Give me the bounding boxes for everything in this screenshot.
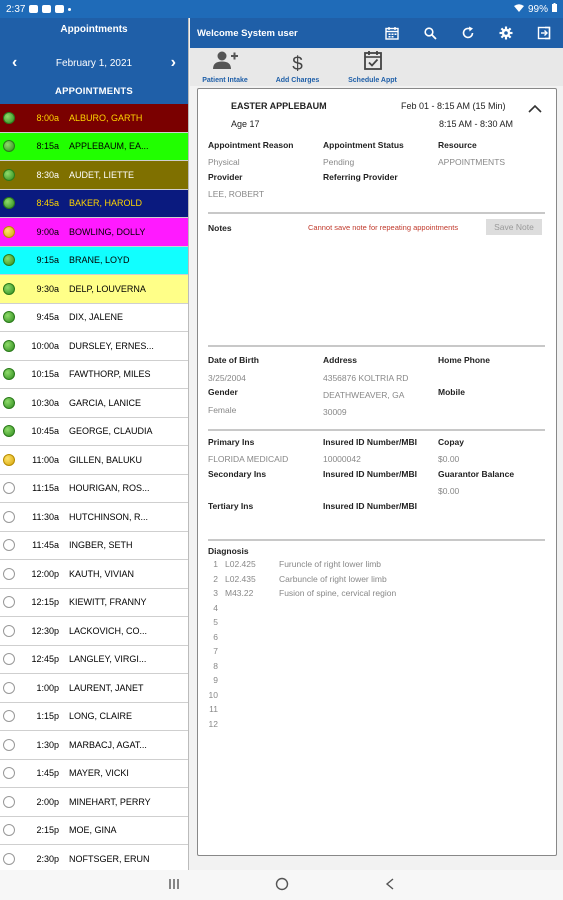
appointment-slot[interactable] [0,247,188,276]
refresh-icon[interactable] [449,18,487,48]
slot-patient-name: INGBER, SETH [69,540,133,551]
slot-time: 8:00a [36,112,59,123]
appointment-slot[interactable] [0,161,188,190]
diagnosis-row [208,719,279,729]
slot-patient-name: LAURENT, JANET [69,682,144,693]
status-none-icon [3,511,15,523]
dollar-icon: $ [292,54,303,75]
slot-patient-name: HOURIGAN, ROS... [69,483,150,494]
status-none-icon [3,853,15,865]
appointment-reason-value: Physical [208,157,240,167]
slot-patient-name: NOFTSGER, ERUN [69,853,150,864]
primary-ins-value: FLORIDA MEDICAID [208,454,289,464]
diagnosis-row [208,617,279,627]
notes-error-message: Cannot save note for repeating appointments [308,223,459,232]
slot-time: 12:00p [31,568,59,579]
status-done-icon [3,112,15,124]
diagnosis-code [225,690,279,700]
status-done-icon [3,197,15,209]
appointment-slot[interactable] [0,503,188,532]
status-time: 2:37 [6,3,26,15]
schedule-appt-button[interactable] [335,48,410,86]
diagnosis-number: 8 [213,660,218,671]
status-none-icon [3,710,15,722]
status-done-icon [3,169,15,181]
system-nav-bar [0,870,563,900]
slot-time: 9:30a [36,283,59,294]
diagnosis-row [208,646,279,656]
appointment-slot[interactable] [0,731,188,760]
status-done-icon [3,254,15,266]
slot-time: 1:15p [36,711,59,722]
patient-name: EASTER APPLEBAUM [231,101,327,111]
copay-label: Copay [438,437,464,447]
diagnosis-row [208,675,279,685]
status-none-icon [3,796,15,808]
slot-patient-name: GEORGE, CLAUDIA [69,426,153,437]
status-none-icon [3,596,15,608]
diagnosis-code: L02.435 [225,573,256,584]
status-none-icon [3,682,15,694]
provider-value: LEE, ROBERT [208,189,265,199]
diagnosis-code: M43.22 [225,588,254,598]
calendar-icon[interactable] [373,18,411,48]
insured-id-label-1: Insured ID Number/MBI [323,437,417,447]
slot-patient-name: HUTCHINSON, R... [69,511,149,522]
slot-patient-name: KIEWITT, FRANNY [69,597,147,608]
status-done-icon [3,368,15,380]
appointment-slot[interactable] [0,275,188,304]
more-notifications-icon [68,8,71,11]
slot-patient-name: DELP, LOUVERNA [69,283,146,294]
slot-time: 9:15a [36,255,59,266]
slot-patient-name: DURSLEY, ERNES... [69,340,154,351]
slot-time: 12:30p [31,625,59,636]
gender-value: Female [208,405,237,415]
slot-time: 8:15a [36,141,59,152]
prev-day-icon[interactable]: ‹ [12,54,18,71]
appointment-slot[interactable] [0,674,188,703]
appointment-slot[interactable] [0,646,188,675]
diagnosis-row [208,704,279,714]
slot-time: 11:00a [32,454,59,465]
next-day-icon[interactable]: › [170,54,176,71]
diagnosis-code [225,704,279,714]
appointment-slot[interactable] [0,560,188,589]
sidebar-header [0,18,188,104]
slot-patient-name: MINEHART, PERRY [69,796,151,807]
diagnosis-code [225,675,279,685]
battery-icon [552,3,557,15]
slot-time: 10:45a [31,426,59,437]
sidebar-subtitle: APPOINTMENTS [55,86,133,97]
appointment-slot[interactable] [0,703,188,732]
photo-icon [55,5,64,13]
appointment-slot[interactable] [0,817,188,846]
diagnosis-number: 1 [213,559,218,569]
diagnosis-row [208,559,381,569]
status-none-icon [3,824,15,836]
appointment-slot[interactable] [0,845,188,870]
recent-apps-icon[interactable] [168,877,180,893]
insured-id-label-3: Insured ID Number/MBI [323,501,417,511]
diagnosis-number: 2 [213,573,218,584]
address-line1: 4356876 KOLTRIA RD [323,373,409,383]
divider [208,212,545,214]
slot-time: 1:00p [36,682,59,693]
slot-time: 9:45a [36,312,59,323]
slot-time: 12:45p [31,654,59,665]
diagnosis-number: 4 [213,602,218,613]
referring-provider-label: Referring Provider [323,172,398,182]
slot-patient-name: BAKER, HAROLD [69,198,143,209]
diagnosis-code [225,719,279,729]
slot-time: 11:30a [32,511,59,522]
appointment-datetime: Feb 01 - 8:15 AM (15 Min) [401,101,506,111]
appointment-reason-label: Appointment Reason [208,140,294,150]
guarantor-balance-label: Guarantor Balance [438,469,515,479]
slot-time: 1:30p [36,739,59,750]
appointment-status-label: Appointment Status [323,140,404,150]
address-label: Address [323,355,358,365]
status-done-icon [3,283,15,295]
status-done-icon [3,140,15,152]
diagnosis-description: Carbuncle of right lower limb [279,573,387,584]
primary-ins-label: Primary Ins [208,437,255,447]
slot-patient-name: MOE, GINA [69,825,117,836]
add-charges-label: Add Charges [275,77,320,84]
status-wait-icon [3,226,15,238]
logout-icon[interactable] [525,18,563,48]
appointment-slot[interactable] [0,475,188,504]
diagnosis-description: Furuncle of right lower limb [279,559,382,569]
diagnosis-code [225,617,279,627]
diagnosis-number: 7 [213,646,218,656]
divider [208,345,545,347]
diagnosis-code [225,632,279,642]
status-none-icon [3,767,15,779]
appointments-sidebar [0,18,189,870]
address-line3: 30009 [323,407,347,417]
collapse-chevron-icon[interactable] [528,101,542,117]
diagnosis-row [208,661,279,671]
battery-level: 99% [527,3,548,15]
diagnosis-label: Diagnosis [208,546,249,556]
slot-patient-name: APPLEBAUM, EA... [69,141,149,152]
slot-time: 2:00p [36,796,59,807]
resource-label: Resource [438,140,477,150]
add-person-icon [211,50,239,75]
slot-time: 11:45a [32,540,59,551]
appointment-slot[interactable] [0,304,188,333]
slot-time: 10:00a [31,340,59,351]
divider [208,539,545,541]
diagnosis-number: 10 [208,689,218,700]
status-none-icon [3,539,15,551]
diagnosis-code: L02.425 [225,559,256,569]
diagnosis-row [208,588,396,598]
insured-id-label-2: Insured ID Number/MBI [323,469,417,479]
slot-patient-name: AUDET, LIETTE [69,169,135,180]
top-bar [190,18,563,48]
appointment-slot[interactable] [0,760,188,789]
appointment-slot[interactable] [0,788,188,817]
slot-time: 1:45p [36,768,59,779]
wifi-icon [514,4,524,15]
status-none-icon [3,625,15,637]
mobile-label: Mobile [438,387,465,397]
diagnosis-number: 3 [213,588,218,598]
slot-patient-name: MARBACJ, AGAT... [69,739,147,750]
status-done-icon [3,340,15,352]
slot-patient-name: LANGLEY, VIRGI... [69,654,147,665]
slot-patient-name: LACKOVICH, CO... [69,625,148,636]
patient-age: Age 17 [231,119,260,129]
appointment-status-value: Pending [323,157,355,167]
date-navigator [0,54,188,72]
slot-patient-name: BRANE, LOYD [69,255,130,266]
diagnosis-number: 6 [213,631,218,642]
appointment-list [0,104,188,870]
appointment-slot[interactable] [0,332,188,361]
slot-patient-name: LONG, CLAIRE [69,711,133,722]
diagnosis-description: Fusion of spine, cervical region [279,588,397,598]
slot-time: 9:00a [36,226,59,237]
status-done-icon [3,311,15,323]
current-date: February 1, 2021 [55,57,133,69]
slot-time: 8:30a [36,169,59,180]
status-wait-icon [3,454,15,466]
status-bar [0,0,563,18]
divider [208,429,545,431]
appointment-slot[interactable] [0,104,188,133]
appointment-slot[interactable] [0,361,188,390]
slot-patient-name: FAWTHORP, MILES [69,369,151,380]
diagnosis-row [208,690,279,700]
diagnosis-number: 12 [208,718,218,729]
diagnosis-code [225,646,279,656]
patient-intake-label: Patient Intake [202,77,248,84]
slot-time: 8:45a [36,198,59,209]
save-note-button[interactable]: Save Note [486,219,542,235]
appointment-slot[interactable] [0,418,188,447]
cloud-icon [42,5,51,13]
sidebar-title: Appointments [60,24,128,35]
diagnosis-code [225,661,279,671]
slot-patient-name: DIX, JALENE [69,312,124,323]
home-icon[interactable] [275,877,289,894]
patient-intake-button[interactable] [190,48,260,86]
resource-value: APPOINTMENTS [438,157,506,167]
address-line2: DEATHWEAVER, GA [323,390,405,400]
search-icon[interactable] [411,18,449,48]
appointment-slot[interactable] [0,133,188,162]
welcome-text: Welcome System user [197,27,298,39]
slot-time: 2:15p [36,825,59,836]
notification-icon [29,5,38,13]
diagnosis-row [208,632,279,642]
appointment-slot[interactable] [0,190,188,219]
diagnosis-row [208,603,279,613]
home-phone-label: Home Phone [438,355,490,365]
appointment-slot[interactable] [0,617,188,646]
guarantor-balance-value: $0.00 [438,486,460,496]
appointment-slot[interactable] [0,218,188,247]
status-none-icon [3,482,15,494]
appointment-slot[interactable] [0,589,188,618]
notes-textarea[interactable] [208,241,545,341]
appointment-detail-card [197,88,557,856]
action-bar [190,48,563,86]
status-done-icon [3,425,15,437]
back-icon[interactable] [385,877,395,893]
dob-label: Date of Birth [208,355,259,365]
settings-gear-icon[interactable] [487,18,525,48]
provider-label: Provider [208,172,243,182]
diagnosis-number: 11 [209,704,218,714]
slot-patient-name: GARCIA, LANICE [69,397,142,408]
add-charges-button[interactable] [260,48,335,86]
secondary-ins-label: Secondary Ins [208,469,267,479]
calendar-check-icon [363,50,383,75]
notes-label: Notes [208,223,232,233]
appointment-time-range: 8:15 AM - 8:30 AM [439,119,514,129]
slot-patient-name: MAYER, VICKI [69,768,129,779]
diagnosis-number: 9 [213,675,218,685]
appointment-slot[interactable] [0,389,188,418]
status-none-icon [3,739,15,751]
gender-label: Gender [208,387,238,397]
status-none-icon [3,568,15,580]
dob-value: 3/25/2004 [208,373,246,383]
appointment-slot[interactable] [0,532,188,561]
slot-time: 10:15a [31,369,59,380]
slot-patient-name: BOWLING, DOLLY [69,226,146,237]
diagnosis-number: 5 [213,617,218,627]
diagnosis-row [208,574,387,584]
slot-patient-name: ALBURO, GARTH [69,112,143,123]
slot-time: 10:30a [31,397,59,408]
tertiary-ins-label: Tertiary Ins [208,501,254,511]
status-done-icon [3,397,15,409]
slot-time: 2:30p [36,853,59,864]
slot-patient-name: KAUTH, VIVIAN [69,568,135,579]
slot-time: 11:15a [32,483,59,494]
insured-id-value-1: 10000042 [323,454,361,464]
schedule-appt-label: Schedule Appt [348,77,397,84]
slot-patient-name: GILLEN, BALUKU [69,454,143,465]
appointment-slot[interactable] [0,446,188,475]
slot-time: 12:15p [31,597,59,608]
copay-value: $0.00 [438,454,460,464]
diagnosis-code [225,603,279,613]
status-none-icon [3,653,15,665]
